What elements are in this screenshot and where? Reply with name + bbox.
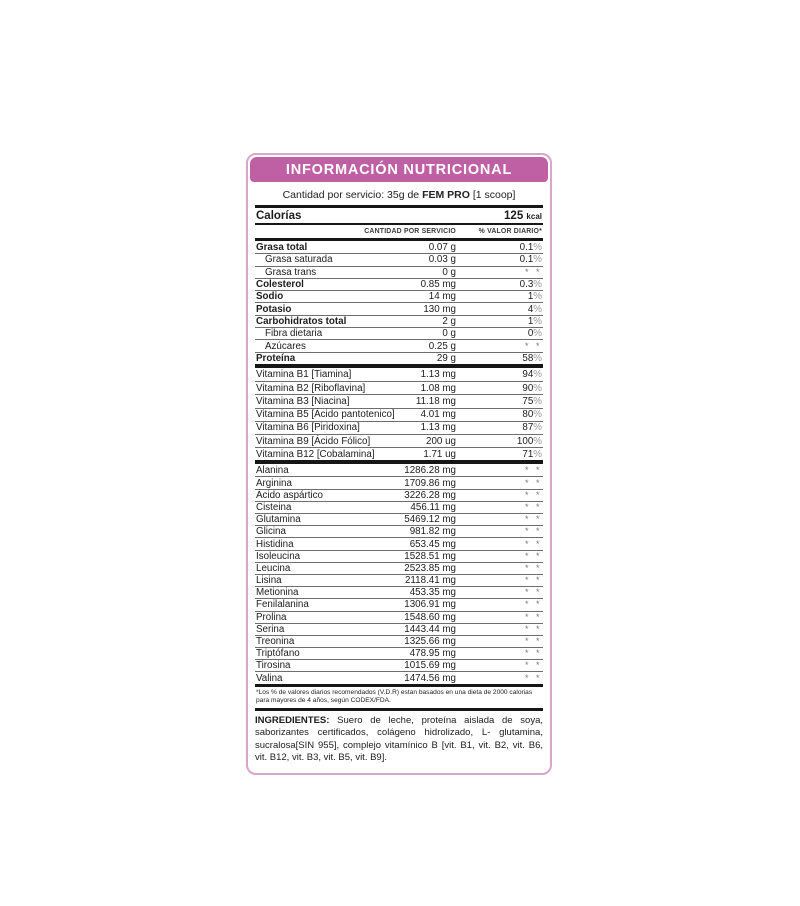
nutrient-amount: 0.25 g	[428, 340, 456, 352]
nutrient-row	[255, 550, 543, 562]
nutrient-daily-value	[456, 587, 542, 598]
nutrient-daily-value	[456, 304, 542, 315]
nutrient-daily-value	[456, 422, 542, 433]
nutrient-label: Azúcares	[265, 340, 306, 352]
nutrient-amount: 1015.69 mg	[404, 660, 456, 672]
nutrient-row	[255, 586, 543, 598]
daily-value-number: 80	[522, 409, 534, 421]
column-amount-header: CANTIDAD POR SERVICIO	[364, 228, 456, 235]
nutrient-daily-value	[456, 490, 542, 501]
nutrient-row	[255, 241, 543, 253]
column-daily-header: % VALOR DIARIO*	[478, 228, 542, 235]
nutrient-label: Vitamina B3 [Niacina]	[256, 395, 350, 407]
nutrient-row	[255, 253, 543, 265]
nutrient-row	[255, 537, 543, 549]
nutrient-daily-value	[456, 478, 542, 489]
no-daily-value-marker: * *	[524, 538, 542, 549]
nutrient-label: Arginina	[256, 477, 292, 489]
nutrition-facts-label	[246, 153, 552, 775]
nutrient-amount: 1709.86 mg	[404, 477, 456, 489]
nutrient-daily-value	[456, 575, 542, 586]
percent-sign: %	[533, 395, 542, 407]
percent-sign: %	[533, 303, 542, 315]
nutrient-amount: 3226.28 mg	[404, 489, 456, 501]
nutrient-daily-value	[456, 267, 542, 278]
serving-line	[255, 189, 543, 202]
nutrient-label: Fenilalanina	[256, 599, 309, 611]
ingredients-paragraph	[255, 711, 543, 765]
nutrient-daily-value	[456, 599, 542, 610]
nutrient-amount: 29 g	[436, 352, 456, 364]
nutrient-label: Vitamina B5 [Ácido pantotenico]	[256, 409, 395, 421]
nutrient-amount: 2118.41 mg	[404, 575, 456, 587]
nutrient-amount: 1.13 mg	[420, 369, 456, 381]
nutrient-amount: 1306.91 mg	[404, 599, 456, 611]
label-title-bar	[250, 157, 548, 182]
amino-acids-section	[255, 464, 543, 683]
nutrient-label: Prolina	[256, 611, 287, 623]
nutrient-amount: 2523.85 mg	[404, 562, 456, 574]
calories-number: 125	[504, 209, 524, 222]
column-headers-row	[255, 225, 543, 241]
daily-value-number: 71	[522, 448, 534, 460]
nutrient-daily-value	[456, 502, 542, 513]
nutrient-daily-value	[456, 396, 542, 407]
nutrient-daily-value	[456, 328, 542, 339]
no-daily-value-marker: * *	[524, 514, 542, 525]
nutrient-row	[255, 574, 543, 586]
nutrient-amount: 4.01 mg	[420, 409, 456, 421]
nutrient-daily-value	[456, 526, 542, 537]
nutrient-row	[255, 647, 543, 659]
nutrient-label: Vitamina B6 [Piridoxina]	[256, 422, 360, 434]
percent-sign: %	[533, 422, 542, 434]
no-daily-value-marker: * *	[524, 587, 542, 598]
nutrient-amount: 5469.12 mg	[404, 514, 456, 526]
daily-value-number: 87	[522, 422, 534, 434]
nutrient-daily-value	[456, 291, 542, 302]
nutrient-amount: 0 g	[442, 328, 456, 340]
nutrient-amount: 456.11 mg	[410, 501, 456, 513]
nutrient-amount: 453.35 mg	[409, 587, 456, 599]
no-daily-value-marker: * *	[524, 266, 542, 277]
nutrient-amount: 200 ug	[426, 435, 456, 447]
daily-value-number: 0.1	[519, 241, 534, 253]
nutrient-label: Leucina	[256, 562, 291, 574]
nutrient-amount: 1474.56 mg	[404, 672, 456, 684]
percent-sign: %	[533, 382, 542, 394]
calories-value	[504, 210, 542, 222]
nutrient-daily-value	[456, 612, 542, 623]
nutrient-label: Glicina	[256, 526, 286, 538]
nutrient-daily-value	[456, 436, 542, 447]
serving-brand: FEM PRO	[422, 189, 470, 201]
daily-value-number: 94	[522, 369, 534, 381]
nutrient-row	[255, 598, 543, 610]
nutrient-amount: 1325.66 mg	[404, 636, 456, 647]
calories-unit: kcal	[526, 211, 542, 221]
nutrient-label: Triptófano	[256, 648, 300, 660]
nutrient-row	[255, 421, 543, 434]
macronutrients-section	[255, 241, 543, 364]
nutrient-label: Grasa saturada	[265, 254, 333, 266]
nutrient-row	[255, 434, 543, 447]
nutrient-label: Tirosina	[256, 660, 291, 672]
nutrient-label: Valina	[256, 672, 283, 684]
nutrient-amount: 14 mg	[428, 291, 456, 303]
nutrient-row	[255, 315, 543, 327]
no-daily-value-marker: * *	[524, 464, 542, 475]
no-daily-value-marker: * *	[524, 623, 542, 634]
nutrient-label: Glutamina	[256, 514, 301, 526]
daily-value-number: 0	[527, 328, 534, 340]
nutrient-amount: 130 mg	[423, 303, 456, 315]
serving-prefix: Cantidad por servicio: 35g de	[282, 189, 423, 201]
nutrient-row	[255, 394, 543, 407]
nutrient-daily-value	[456, 636, 542, 647]
ingredients-text: Suero de leche, proteína aislada de soya, saborizantes certificados, colágeno hidrolizado, L- glutamina, sucralosa[SIN 955], complejo vitamínico B [vit. B1, vit. B2, vit. B6, vit. B12, vit. B3, vit. B5, vit. B9].	[255, 715, 543, 764]
nutrient-row	[255, 302, 543, 314]
nutrient-row	[255, 290, 543, 302]
nutrient-amount: 1.08 mg	[420, 382, 456, 394]
ingredients-label: INGREDIENTES:	[255, 715, 330, 727]
nutrient-label: Colesterol	[256, 279, 304, 291]
nutrient-daily-value	[456, 341, 542, 352]
no-daily-value-marker: * *	[524, 648, 542, 659]
nutrient-row	[255, 659, 543, 671]
nutrient-row	[255, 447, 543, 460]
nutrient-daily-value	[456, 449, 542, 460]
nutrient-daily-value	[456, 353, 542, 364]
daily-value-number: 0.1	[519, 254, 534, 266]
nutrient-row	[255, 476, 543, 488]
percent-sign: %	[533, 241, 542, 253]
nutrient-label: Proteína	[256, 352, 296, 364]
no-daily-value-marker: * *	[524, 550, 542, 561]
nutrient-daily-value	[456, 254, 542, 265]
nutrient-daily-value	[456, 648, 542, 659]
nutrient-row	[255, 623, 543, 635]
nutrient-label: Grasa total	[256, 241, 308, 253]
nutrient-row	[255, 671, 543, 683]
nutrient-row	[255, 513, 543, 525]
nutrient-row	[255, 278, 543, 290]
nutrient-label: Treonina	[256, 636, 295, 647]
nutrient-daily-value	[456, 279, 542, 290]
percent-sign: %	[533, 409, 542, 421]
nutrient-label: Fibra dietaria	[265, 328, 323, 340]
nutrient-amount: 2 g	[442, 315, 456, 327]
nutrient-daily-value	[456, 563, 542, 574]
nutrient-row	[255, 381, 543, 394]
nutrient-label: Carbohidratos total	[256, 315, 347, 327]
nutrient-amount: 0 g	[442, 266, 456, 278]
nutrient-daily-value	[456, 383, 542, 394]
nutrient-row	[255, 408, 543, 421]
nutrient-label: Grasa trans	[265, 266, 317, 278]
daily-value-number: 1	[527, 315, 534, 327]
nutrient-label: Potasio	[256, 303, 292, 315]
serving-suffix: [1 scoop]	[469, 189, 516, 201]
nutrient-amount: 0.85 mg	[420, 279, 456, 291]
nutrient-amount: 1548.60 mg	[404, 611, 456, 623]
no-daily-value-marker: * *	[524, 340, 542, 351]
daily-value-number: 0.3	[519, 279, 534, 291]
nutrient-row	[255, 339, 543, 351]
no-daily-value-marker: * *	[524, 526, 542, 537]
nutrient-label: Isoleucina	[256, 550, 301, 562]
label-title: INFORMACIÓN NUTRICIONAL	[285, 161, 513, 178]
nutrient-row	[255, 464, 543, 476]
nutrient-amount: 478.95 mg	[409, 648, 456, 660]
no-daily-value-marker: * *	[524, 660, 542, 671]
percent-sign: %	[533, 328, 542, 340]
nutrient-amount: 0.03 g	[428, 254, 456, 266]
nutrient-daily-value	[456, 465, 542, 476]
percent-sign: %	[533, 448, 542, 460]
nutrient-label: Metionina	[256, 587, 299, 599]
nutrient-label: Vitamina B9 [Ácido Fólico]	[256, 435, 371, 447]
no-daily-value-marker: * *	[524, 477, 542, 488]
nutrient-row	[255, 562, 543, 574]
nutrient-row	[255, 489, 543, 501]
daily-value-number: 75	[522, 395, 534, 407]
daily-value-number: 100	[516, 435, 534, 447]
percent-sign: %	[533, 254, 542, 266]
daily-value-number: 90	[522, 382, 534, 394]
calories-label: Calorías	[256, 209, 302, 222]
no-daily-value-marker: * *	[524, 501, 542, 512]
daily-value-number: 1	[527, 291, 534, 303]
percent-sign: %	[533, 369, 542, 381]
nutrient-amount: 1286.28 mg	[404, 464, 456, 476]
nutrient-daily-value	[456, 514, 542, 525]
no-daily-value-marker: * *	[524, 599, 542, 610]
nutrient-amount: 0.07 g	[428, 241, 456, 253]
nutrient-amount: 981.82 mg	[409, 526, 456, 538]
nutrient-daily-value	[456, 624, 542, 635]
no-daily-value-marker: * *	[524, 575, 542, 586]
nutrient-label: Vitamina B1 [Tiamina]	[256, 369, 352, 381]
daily-value-number: 4	[527, 303, 534, 315]
no-daily-value-marker: * *	[524, 636, 542, 646]
nutrient-label: Ácido aspártico	[256, 489, 323, 501]
nutrient-label: Lisina	[256, 575, 282, 587]
nutrient-daily-value	[456, 551, 542, 562]
nutrient-amount: 1.13 mg	[420, 422, 456, 434]
nutrient-label: Vitamina B2 [Riboflavina]	[256, 382, 366, 394]
nutrient-daily-value	[456, 673, 542, 684]
nutrient-amount: 11.18 mg	[415, 395, 456, 407]
nutrient-daily-value	[456, 369, 542, 380]
nutrient-daily-value	[456, 409, 542, 420]
nutrient-label: Histidina	[256, 538, 294, 550]
daily-value-footnote: *Los % de valores diarios recomendados (V.D.R) estan basados en una dieta de 2000 calorias para mayores de 4 años, según CODEX/FDA.	[256, 688, 533, 704]
nutrient-row	[255, 327, 543, 339]
percent-sign: %	[533, 291, 542, 303]
nutrient-label: Cisteina	[256, 501, 292, 513]
nutrient-amount: 1528.51 mg	[404, 550, 456, 562]
nutrient-row	[255, 266, 543, 278]
nutrient-amount: 1443.44 mg	[404, 623, 456, 635]
nutrient-row	[255, 611, 543, 623]
percent-sign: %	[533, 279, 542, 291]
nutrient-row	[255, 525, 543, 537]
nutrient-label: Alanina	[256, 464, 289, 476]
nutrient-daily-value	[456, 242, 542, 253]
nutrient-row	[255, 635, 543, 647]
nutrient-label: Vitamina B12 [Cobalamina]	[256, 448, 375, 460]
percent-sign: %	[533, 435, 542, 447]
nutrient-daily-value	[456, 539, 542, 550]
percent-sign: %	[533, 352, 542, 364]
nutrient-row	[255, 368, 543, 381]
no-daily-value-marker: * *	[524, 611, 542, 622]
nutrient-row	[255, 501, 543, 513]
daily-value-number: 58	[522, 352, 534, 364]
percent-sign: %	[533, 315, 542, 327]
nutrient-label: Serina	[256, 623, 285, 635]
no-daily-value-marker: * *	[524, 672, 542, 683]
no-daily-value-marker: * *	[524, 562, 542, 573]
nutrient-amount: 653.45 mg	[409, 538, 456, 550]
no-daily-value-marker: * *	[524, 489, 542, 500]
nutrient-row	[255, 352, 543, 364]
nutrient-daily-value	[456, 660, 542, 671]
nutrient-label: Sodio	[256, 291, 284, 303]
nutrient-daily-value	[456, 316, 542, 327]
calories-row	[255, 205, 543, 225]
vitamins-section	[255, 368, 543, 460]
nutrient-amount: 1.71 ug	[423, 448, 456, 460]
